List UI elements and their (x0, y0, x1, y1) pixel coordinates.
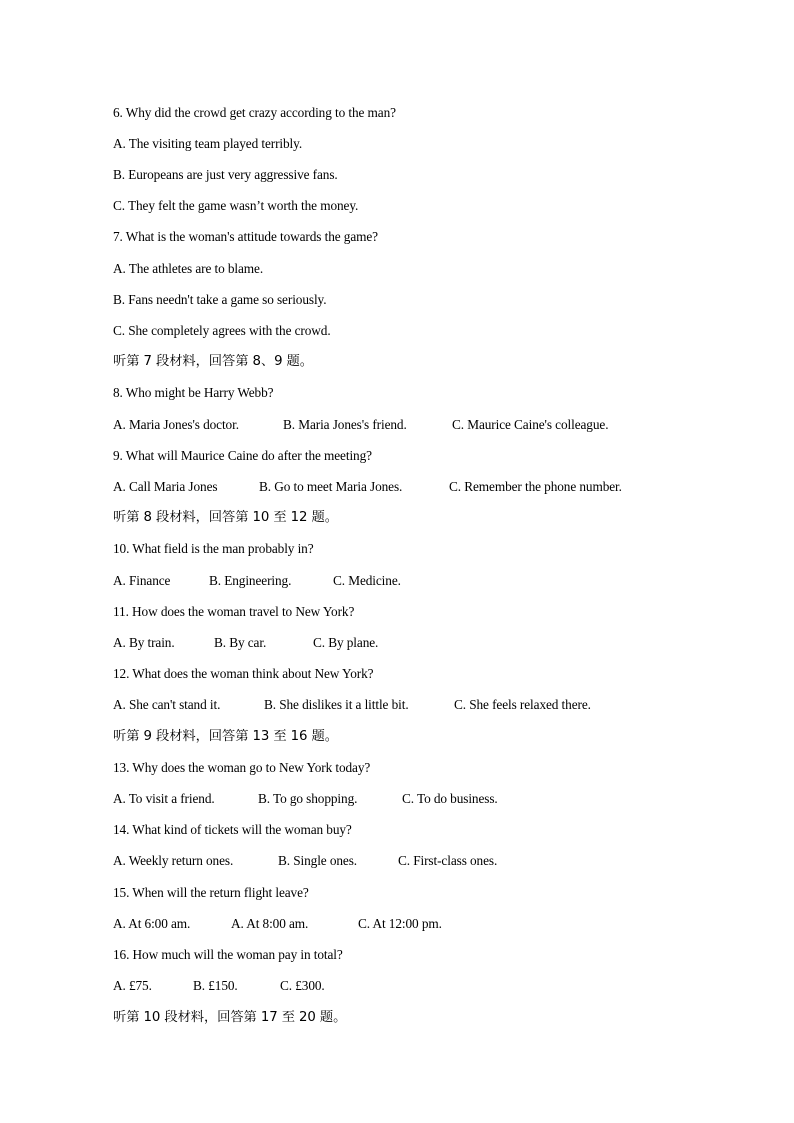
question-6-option-a: A. The visiting team played terribly. (113, 136, 303, 151)
question-9-option-c: C. Remember the phone number. (449, 479, 622, 494)
question-14-option-a: A. Weekly return ones. (113, 853, 234, 868)
section-10-heading: 听第 10 段材料，回答第 17 至 20 题。 (113, 1010, 347, 1025)
question-12-option-c: C. She feels relaxed there. (454, 697, 591, 712)
question-11-option-c: C. By plane. (313, 635, 379, 650)
question-13-option-a: A. To visit a friend. (113, 791, 215, 806)
question-6: 6. Why did the crowd get crazy according to the man? (113, 105, 396, 120)
question-7: 7. What is the woman's attitude towards the game? (113, 229, 378, 244)
question-12: 12. What does the woman think about New York? (113, 666, 374, 681)
question-11-option-b: B. By car. (214, 635, 267, 650)
question-14-option-b: B. Single ones. (278, 853, 358, 868)
question-11: 11. How does the woman travel to New York? (113, 604, 355, 619)
question-8: 8. Who might be Harry Webb? (113, 385, 274, 400)
question-12-option-a: A. She can't stand it. (113, 697, 221, 712)
section-9-heading: 听第 9 段材料，回答第 13 至 16 题。 (113, 729, 338, 744)
question-15-option-a: A. At 6:00 am. (113, 916, 191, 931)
question-8-option-b: B. Maria Jones's friend. (283, 417, 407, 432)
question-14-option-c: C. First-class ones. (398, 853, 498, 868)
question-13-options (113, 790, 713, 808)
question-16-option-a: A. £75. (113, 978, 152, 993)
question-14: 14. What kind of tickets will the woman buy? (113, 822, 352, 837)
question-16: 16. How much will the woman pay in total? (113, 947, 343, 962)
question-9-options (113, 478, 713, 496)
question-6-option-c: C. They felt the game wasn’t worth the money. (113, 198, 359, 213)
question-15-option-c: C. At 12:00 pm. (358, 916, 442, 931)
question-12-option-b: B. She dislikes it a little bit. (264, 697, 409, 712)
question-7-option-c: C. She completely agrees with the crowd. (113, 323, 331, 338)
question-15-options (113, 915, 713, 933)
question-8-option-c: C. Maurice Caine's colleague. (452, 417, 609, 432)
question-8-option-a: A. Maria Jones's doctor. (113, 417, 239, 432)
question-11-option-a: A. By train. (113, 635, 175, 650)
question-8-options (113, 416, 713, 434)
question-10-options (113, 572, 713, 590)
question-9: 9. What will Maurice Caine do after the meeting? (113, 448, 372, 463)
question-7-option-b: B. Fans needn't take a game so seriously. (113, 292, 327, 307)
question-12-options (113, 696, 713, 714)
question-10-option-b: B. Engineering. (209, 573, 292, 588)
question-15-option-b: A. At 8:00 am. (231, 916, 309, 931)
question-10-option-a: A. Finance (113, 573, 171, 588)
question-7-option-a: A. The athletes are to blame. (113, 261, 264, 276)
question-13-option-b: B. To go shopping. (258, 791, 358, 806)
question-16-option-b: B. £150. (193, 978, 238, 993)
question-13-option-c: C. To do business. (402, 791, 498, 806)
question-9-option-a: A. Call Maria Jones (113, 479, 218, 494)
question-10: 10. What field is the man probably in? (113, 541, 314, 556)
question-10-option-c: C. Medicine. (333, 573, 401, 588)
question-14-options (113, 852, 713, 870)
question-15: 15. When will the return flight leave? (113, 885, 309, 900)
question-6-option-b: B. Europeans are just very aggressive fans. (113, 167, 338, 182)
question-13: 13. Why does the woman go to New York today? (113, 760, 371, 775)
section-7-heading: 听第 7 段材料，回答第 8、9 题。 (113, 354, 313, 369)
question-11-options (113, 634, 713, 652)
question-9-option-b: B. Go to meet Maria Jones. (259, 479, 403, 494)
section-8-heading: 听第 8 段材料，回答第 10 至 12 题。 (113, 510, 338, 525)
question-16-option-c: C. £300. (280, 978, 325, 993)
question-16-options (113, 977, 713, 995)
